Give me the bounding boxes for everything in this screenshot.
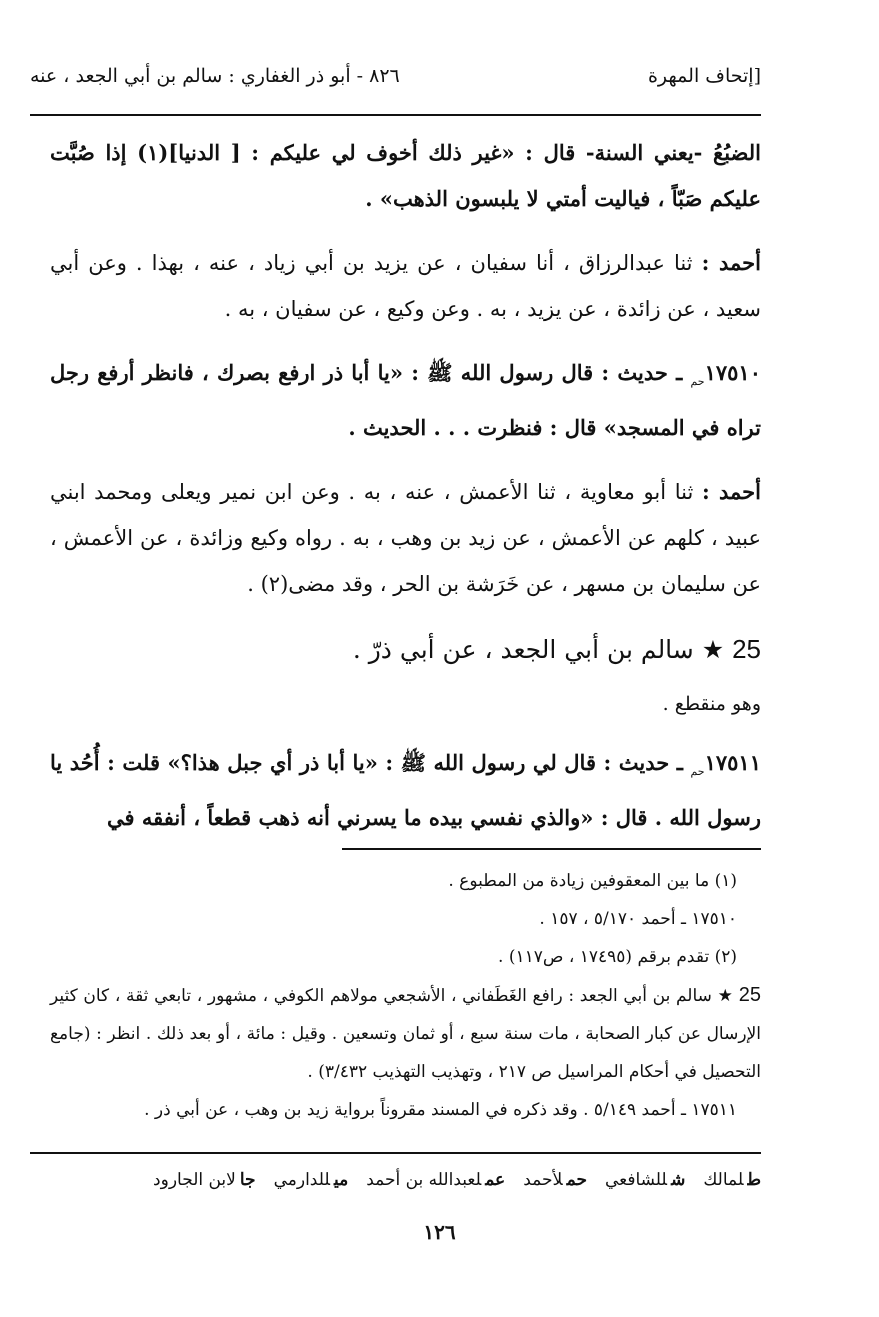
abbr-item: عملعبدالله بن أحمد bbox=[366, 1170, 506, 1190]
paragraph-lead: أحمد : bbox=[701, 250, 761, 275]
footnote-text: سالم بن أبي الجعد : رافع الغَطَفاني ، الأشجعي مولاهم الكوفي ، مشهور ، تابعي ثقة ، كان كثير الإرسال عن كبار الصحابة ، مات سنة سبع ، أو ثمان وتسعين . وقيل : مائة ، أو بعد ذلك . انظر : (جامع التحصيل في أحكام المراسيل ص ٢١٧ ، وتهذيب التهذيب ٣/٤٣٢) . bbox=[50, 986, 761, 1082]
running-header bbox=[30, 56, 761, 96]
footnote-separator bbox=[342, 848, 761, 850]
source-mark: حم bbox=[690, 375, 705, 389]
paragraph-lead: أحمد : bbox=[701, 479, 762, 505]
source-mark: حم bbox=[690, 765, 705, 779]
section-title: سالم بن أبي الجعد ، عن أبي ذرّ . bbox=[352, 635, 702, 665]
paragraph-text: ثنا عبدالرزاق ، أنا سفيان ، عن يزيد بن أبي زياد ، عنه ، بهذا . وعن أبي سعيد ، عن زائدة ، عن يزيد ، به . وعن وكيع ، عن سفيان ، به . bbox=[50, 251, 761, 321]
hadith-number: ١٧٥١٠ bbox=[704, 360, 761, 385]
page-number: ١٢٦ bbox=[423, 1220, 456, 1244]
hadith-text: ـ حديث : قال رسول الله ﷺ : «يا أبا ذر ارفع بصرك ، فانظر أرفع رجل تراه في المسجد» قال : فنظرت . . . الحديث . bbox=[50, 360, 761, 441]
abbr-item: شللشافعي bbox=[604, 1170, 686, 1190]
note-text: وهو منقطع . bbox=[662, 693, 761, 716]
abbr-item: ميللدارمي bbox=[273, 1170, 349, 1190]
main-text bbox=[50, 130, 761, 859]
abbr-item: حملأحمد bbox=[523, 1170, 587, 1190]
footnote-number: 25 bbox=[738, 984, 761, 1006]
paragraph-isnad-1 bbox=[50, 240, 761, 332]
header-book-title: [إتحاف المهرة bbox=[647, 65, 761, 87]
paragraph-isnad-2 bbox=[50, 469, 761, 607]
star-icon: ★ bbox=[701, 635, 725, 665]
abbreviations-key bbox=[30, 1160, 761, 1200]
footnotes bbox=[50, 862, 761, 1129]
footnote-3: (٢) تقدم برقم (١٧٤٩٥ ، ص١١٧) . bbox=[498, 947, 737, 967]
star-icon: ★ bbox=[717, 986, 734, 1006]
section-note bbox=[50, 684, 761, 724]
abbr-item: طلمالك bbox=[703, 1170, 761, 1190]
footnote-5: ١٧٥١١ ـ أحمد ٥/١٤٩ . وقد ذكره في المسند مقروناً برواية زيد بن وهب ، عن أبي ذر . bbox=[144, 1100, 737, 1120]
footnote-1: (١) ما بين المعقوفين زيادة من المطبوع . bbox=[448, 871, 737, 891]
header-chapter: ٨٢٦ - أبو ذر الغفاري : سالم بن أبي الجعد ، عنه bbox=[30, 65, 400, 87]
section-number: 25 bbox=[732, 634, 761, 665]
paragraph-text: الضبُعُ -يعني السنة- قال : «غير ذلك أخوف لي عليكم : [ الدنيا](١) إذا صُبَّت عليكم صَبّاً ، فياليت أمتي لا يلبسون الذهب» . bbox=[50, 140, 761, 211]
footnote-4 bbox=[50, 976, 761, 1091]
footnote-2: ١٧٥١٠ ـ أحمد ٥/١٧٠ ، ١٥٧ . bbox=[539, 909, 737, 929]
paragraph-text: ثنا أبو معاوية ، ثنا الأعمش ، عنه ، به . وعن ابن نمير ويعلى ومحمد ابني عبيد ، كلهم عن الأعمش ، عن زيد بن وهب ، به . رواه وكيع وزائدة ، عن الأعمش ، عن سليمان بن مسهر ، عن خَرَشة بن الحر ، وقد مضى(٢) . bbox=[50, 480, 761, 597]
section-heading bbox=[50, 625, 761, 674]
abbr-item: جالابن الجارود bbox=[153, 1170, 256, 1190]
hadith-number: ١٧٥١١ bbox=[704, 750, 761, 776]
paragraph-continuation bbox=[50, 130, 761, 222]
header-rule bbox=[30, 114, 761, 116]
hadith-text: ـ حديث : قال لي رسول الله ﷺ : «يا أبا ذر أي جبل هذا؟» قلت : أُحُد يا رسول الله . قال : «والذي نفسي بيده ما يسرني أنه ذهب قطعاً ، أنفقه في bbox=[50, 750, 761, 831]
abbreviations-rule bbox=[30, 1152, 761, 1154]
hadith-17511 bbox=[50, 740, 761, 841]
hadith-17510 bbox=[50, 350, 761, 451]
